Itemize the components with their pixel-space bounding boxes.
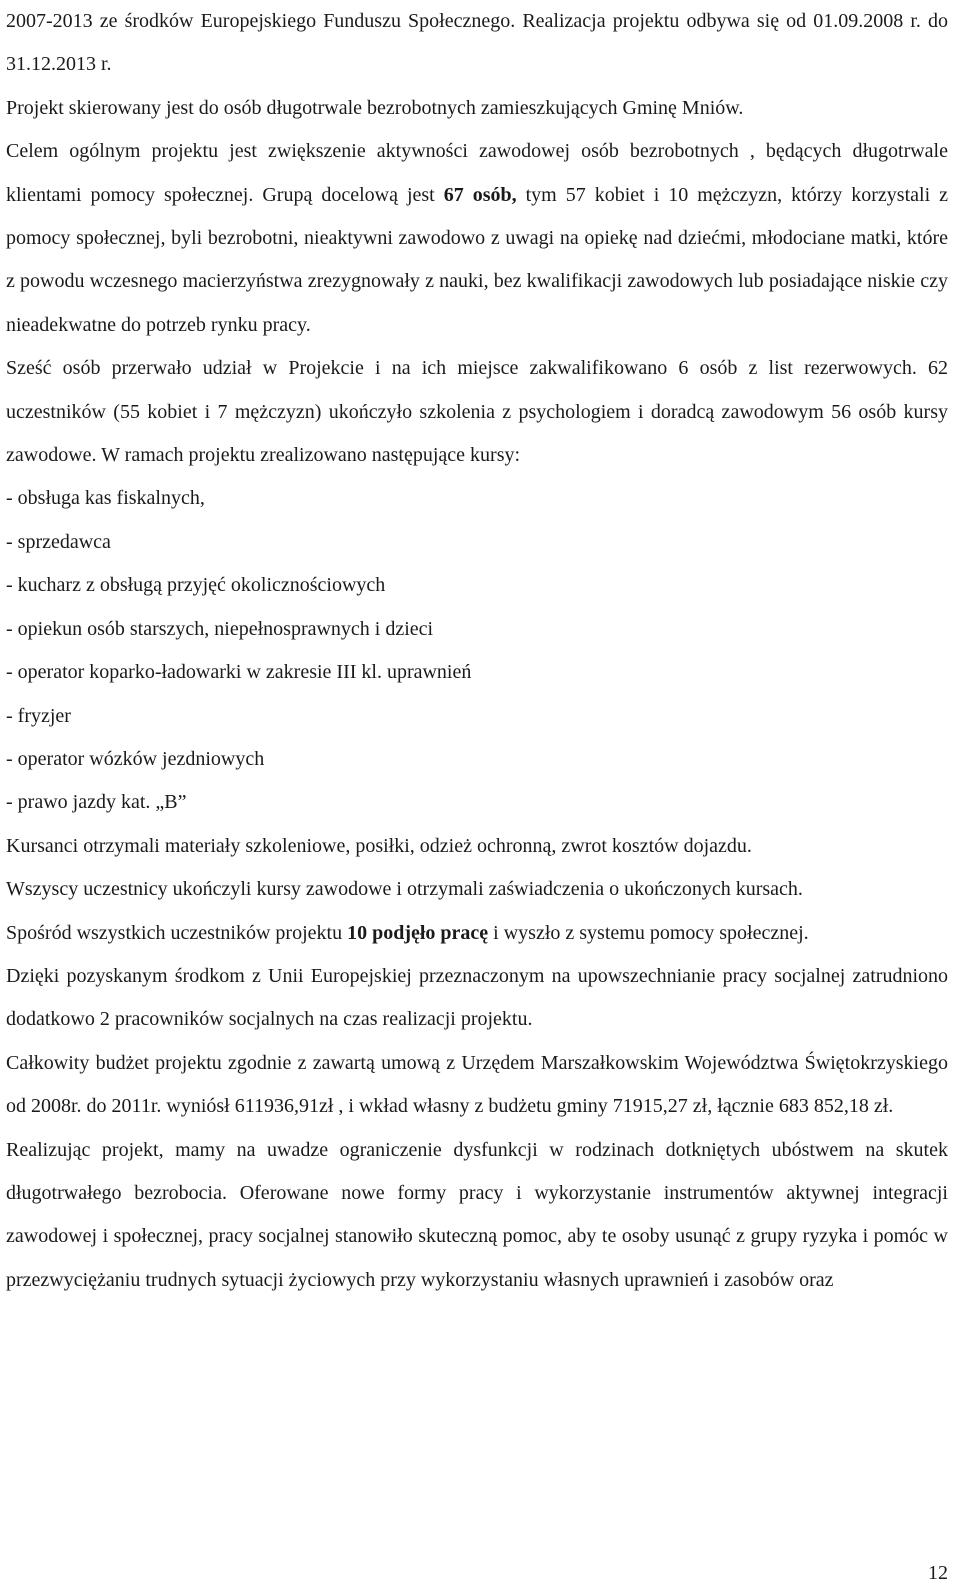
course-list — [6, 477, 948, 824]
course-item: - opiekun osób starszych, niepełnosprawnych i dzieci — [6, 617, 434, 640]
goal-text: Celem ogólnym projektu jest zwiększenie aktywności zawodowej osób bezrobotnych , będących długotrwale klientami pomocy społecznej. Grupą docelową jest — [6, 140, 948, 206]
course-item: - obsługa kas fiskalnych, — [6, 487, 205, 510]
course-item: - fryzjer — [6, 704, 71, 727]
paragraph-employment — [6, 912, 948, 955]
paragraph-summary: Realizując projekt, mamy na uwadze ograniczenie dysfunkcji w rodzinach dotkniętych ubóstwem na skutek długotrwałego bezrobocia. Oferowane nowe formy pracy i wykorzystanie instrumentów aktywnej integracji zawodowej i społecznej, pracy socjalnej stanowiło skuteczną pomoc, aby te osoby usunąć z grupy ryzyka i pomóc w przezwyciężaniu trudnych sytuacji życiowych przy wykorzystaniu własnych uprawnień i zasobów oraz — [6, 1138, 948, 1291]
course-item: - operator koparko-ładowarki w zakresie III kl. uprawnień — [6, 661, 472, 684]
paragraph-materials: Kursanci otrzymali materiały szkoleniowe, posiłki, odzież ochronną, zwrot kosztów dojazdu. — [6, 834, 752, 857]
employment-count: 10 podjęło pracę — [347, 921, 489, 944]
course-item: - sprzedawca — [6, 530, 111, 553]
target-count: 67 osób, — [443, 183, 517, 206]
paragraph-funding: 2007-2013 ze środków Europejskiego Funduszu Społecznego. Realizacja projektu odbywa się od 01.09.2008 r. do 31.12.2013 r. — [6, 10, 948, 76]
paragraph-target-area: Projekt skierowany jest do osób długotrwale bezrobotnych zamieszkujących Gminę Mniów. — [6, 96, 744, 119]
course-item: - operator wózków jezdniowych — [6, 747, 265, 770]
employment-text: Spośród wszystkich uczestników projektu — [6, 921, 348, 944]
page-number: 12 — [928, 1562, 948, 1584]
paragraph-completion: Wszyscy uczestnicy ukończyli kursy zawodowe i otrzymali zaświadczenia o ukończonych kursach. — [6, 878, 803, 901]
paragraph-social-workers: Dzięki pozyskanym środkom z Unii Europejskiej przeznaczonym na upowszechnianie pracy socjalnej zatrudniono dodatkowo 2 pracowników socjalnych na czas realizacji projektu. — [6, 964, 948, 1031]
document-page — [6, 0, 948, 1302]
paragraph-goal — [6, 130, 948, 347]
employment-text-continued: i wyszło z systemu pomocy społecznej. — [488, 921, 809, 944]
goal-text-continued: tym 57 kobiet i 10 mężczyzn, którzy korzystali z pomocy społecznej, byli bezrobotni, nieaktywni zawodowo z uwagi na opiekę nad dziećmi, młodociane matki, które z powodu wczesnego macierzyństwa zrezygnowały z nauki, bez kwalifikacji zawodowych lub posiadające niskie czy nieadekwatne do potrzeb rynku pracy. — [6, 183, 948, 336]
course-item: - kucharz z obsługą przyjęć okolicznościowych — [6, 574, 386, 597]
paragraph-participants: Sześć osób przerwało udział w Projekcie i na ich miejsce zakwalifikowano 6 osób z list rezerwowych. 62 uczestników (55 kobiet i 7 mężczyzn) ukończyło szkolenia z psychologiem i doradcą zawodowym 56 osób kursy zawodowe. W ramach projektu zrealizowano następujące kursy: — [6, 357, 948, 467]
course-item: - prawo jazdy kat. „B” — [6, 791, 187, 814]
paragraph-budget: Całkowity budżet projektu zgodnie z zawartą umową z Urzędem Marszałkowskim Województwa Świętokrzyskiego od 2008r. do 2011r. wyniósł 611936,91zł , i wkład własny z budżetu gminy 71915,27 zł, łącznie 683 852,18 zł. — [6, 1051, 948, 1118]
